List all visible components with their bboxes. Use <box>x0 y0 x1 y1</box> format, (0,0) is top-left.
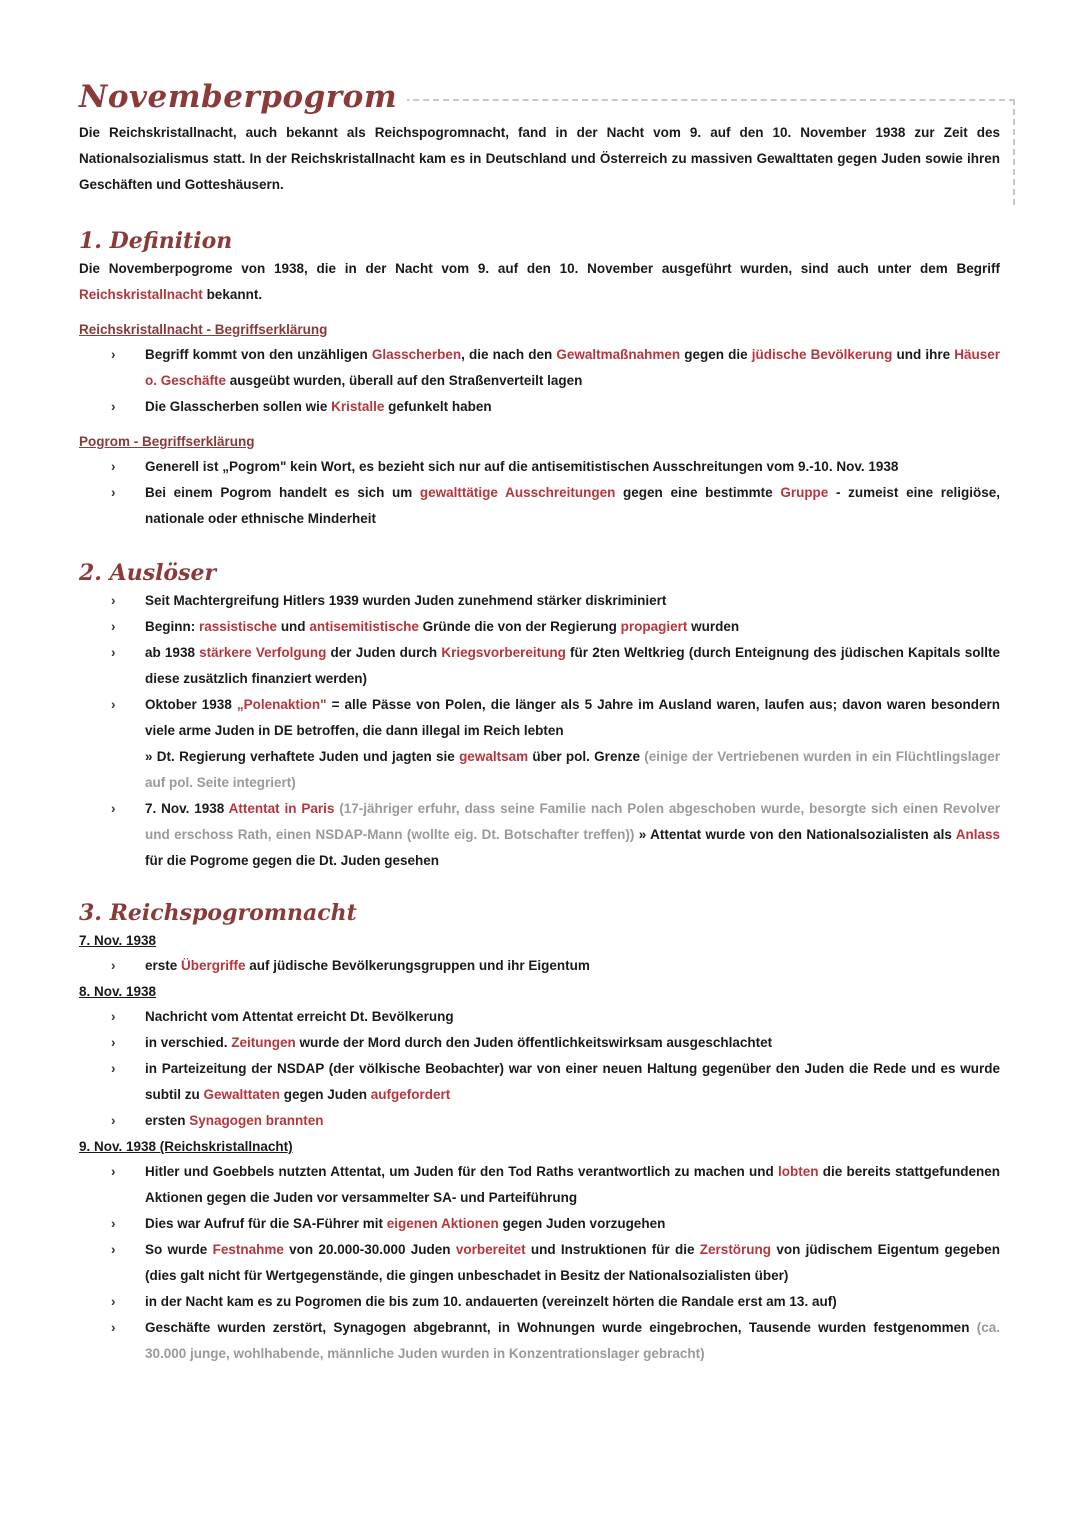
list-item <box>79 1315 1000 1367</box>
document-page <box>79 78 1000 1367</box>
text: ausgeübt wurden, überall auf den Straßenverteilt lagen <box>226 373 583 388</box>
highlight: Anlass <box>955 827 1000 842</box>
text: Geschäfte wurden zerstört, Synagogen abgebrannt, in Wohnungen wurde eingebrochen, Tausende wurden festgenommen <box>145 1320 977 1335</box>
text: für die Pogrome gegen die Dt. Juden gesehen <box>145 853 440 868</box>
list-item <box>79 640 1000 692</box>
text: wurden <box>687 619 740 634</box>
text: über pol. Grenze <box>528 749 645 764</box>
section-ausloeser-title: 2. Auslöser <box>79 560 217 586</box>
date-7-nov: 7. Nov. 1938 <box>79 933 157 948</box>
definition-text-a: Die Novemberpogrome von 1938, die in der Nacht vom 9. auf den 10. November ausgeführt wurden, sind auch unter dem Begriff <box>79 261 1000 276</box>
text: wurde der Mord durch den Juden öffentlichkeitswirksam ausgeschlachtet <box>295 1035 773 1050</box>
text: Hitler und Goebbels nutzten Attentat, um Juden für den Tod Raths verantwortlich zu machen und <box>145 1164 778 1179</box>
text: Gründe die von der Regierung <box>418 619 621 634</box>
text: ersten <box>145 1113 190 1128</box>
highlight: rassistische <box>199 619 278 634</box>
date-9-nov: 9. Nov. 1938 (Reichskristallnacht) <box>79 1139 293 1154</box>
text: auf jüdische Bevölkerungsgruppen und ihr Eigentum <box>245 958 590 973</box>
page-title: Novemberpogrom <box>79 78 407 116</box>
text: gegen die <box>680 347 752 362</box>
highlight: Zerstörung <box>699 1242 772 1257</box>
text: erste <box>145 958 182 973</box>
list-item <box>79 1159 1000 1211</box>
definition-highlight: Reichskristallnacht <box>79 287 203 302</box>
text: » Attentat wurde von den Nationalsozialisten als <box>634 827 956 842</box>
list-item <box>79 1237 1000 1289</box>
muted-note: (17-jähriger erfuhr, dass seine Familie nach Polen abgeschoben wurde, besorgte sich einen Revolver und erschoss Rath, einen NSDAP-Mann (wollte eig. Dt. Botschafter treffen)) <box>145 801 1000 842</box>
text: von 20.000-30.000 Juden <box>283 1242 456 1257</box>
text: , die nach den <box>461 347 557 362</box>
text: Beginn: <box>145 619 199 634</box>
highlight: eigenen Aktionen <box>386 1216 499 1231</box>
list-item <box>79 1108 1000 1134</box>
highlight: Zeitungen <box>231 1035 296 1050</box>
list-item <box>79 953 1000 979</box>
list-item <box>79 394 1000 420</box>
highlight: Gruppe <box>780 485 829 500</box>
list-7-nov <box>79 953 1000 979</box>
list-item <box>79 480 1000 532</box>
highlight: vorbereitet <box>455 1242 526 1257</box>
text: 7. Nov. 1938 <box>145 801 229 816</box>
text: gefunkelt haben <box>384 399 492 414</box>
list-item <box>79 1056 1000 1108</box>
list-item <box>79 692 1000 796</box>
highlight: aufgefordert <box>370 1087 451 1102</box>
list-item <box>79 796 1000 874</box>
list-item: › Generell ist „Pogrom" kein Wort, es bezieht sich nur auf die antisemitistischen Ausschreitungen vom 9.-10. Nov. 1938 <box>79 454 1000 480</box>
highlight: Glasscherben <box>371 347 462 362</box>
subheading-reichskristallnacht: Reichskristallnacht - Begriffserklärung <box>79 322 328 337</box>
list-item <box>79 1030 1000 1056</box>
text: = alle Pässe von Polen, die länger als 5 Jahre im Ausland waren, laufen aus; davon waren besondern viele arme Juden in DE betroffen, die dann illegal im Reich lebten <box>145 697 1000 738</box>
highlight: gewaltsam <box>459 749 529 764</box>
section-definition-title: 1. Definition <box>79 228 233 254</box>
text: Begriff kommt von den unzähligen <box>145 347 372 362</box>
definition-text-b: bekannt. <box>202 287 263 302</box>
text: So wurde <box>145 1242 213 1257</box>
highlight: Festnahme <box>212 1242 284 1257</box>
text: - zumeist eine religiöse, nationale oder ethnische Minderheit <box>145 485 1001 526</box>
highlight: lobten <box>777 1164 819 1179</box>
text: und ihre <box>892 347 955 362</box>
subheading-pogrom: Pogrom - Begriffserklärung <box>79 434 255 449</box>
text: der Juden durch <box>326 645 442 660</box>
list-ausloeser <box>79 588 1000 874</box>
list-9-nov <box>79 1159 1000 1367</box>
highlight: Attentat in Paris <box>228 801 335 816</box>
highlight: Kristalle <box>331 399 385 414</box>
text: die bereits stattgefundenen Aktionen gegen die Juden vor versammelter SA- und Parteiführung <box>145 1164 1001 1205</box>
text: gegen eine bestimmte <box>615 485 781 500</box>
list-item <box>79 1211 1000 1237</box>
muted-note: (ca. 30.000 junge, wohlhabende, männliche Juden wurden in Konzentrationslager gebracht) <box>145 1320 1000 1361</box>
highlight: antisemitistische <box>309 619 419 634</box>
muted-note: (einige der Vertriebenen wurden in ein Flüchtlingslager auf pol. Seite integriert) <box>145 749 1000 790</box>
highlight: Häuser o. Geschäfte <box>145 347 1001 388</box>
highlight: propagiert <box>620 619 688 634</box>
text: in Parteizeitung der NSDAP (der völkische Beobachter) war von einer neuen Haltung gegenüber den Juden die Rede und es wurde subtil zu <box>145 1061 1000 1102</box>
list-item: › in der Nacht kam es zu Pogromen die bis zum 10. andauerten (vereinzelt hörten die Randale erst am 13. auf) <box>79 1289 1000 1315</box>
text: Die Glasscherben sollen wie <box>145 399 332 414</box>
text: Dies war Aufruf für die SA-Führer mit <box>145 1216 387 1231</box>
text: Oktober 1938 <box>145 697 237 712</box>
text: und <box>277 619 310 634</box>
highlight: Synagogen brannten <box>189 1113 324 1128</box>
intro-paragraph: Die Reichskristallnacht, auch bekannt als Reichspogromnacht, fand in der Nacht vom 9. auf den 10. November 1938 zur Zeit des Nationalsozialismus statt. In der Reichskristallnacht kam es in Deutschland und Österreich zu massiven Gewalttaten gegen Juden sowie ihren Geschäften und Gotteshäusern. <box>79 125 1000 192</box>
list-reichskristallnacht <box>79 342 1000 420</box>
date-8-nov: 8. Nov. 1938 <box>79 984 157 999</box>
list-item: › Nachricht vom Attentat erreicht Dt. Bevölkerung <box>79 1004 1000 1030</box>
section-reichspogromnacht-title: 3. Reichspogromnacht <box>79 900 357 926</box>
highlight: Gewaltmaßnahmen <box>556 347 681 362</box>
highlight: stärkere Verfolgung <box>199 645 327 660</box>
text: für 2ten Weltkrieg (durch Enteignung des jüdischen Kapitals sollte diese zusätzlich finanziert werden) <box>145 645 1000 686</box>
highlight: Kriegsvorbereitung <box>441 645 566 660</box>
list-8-nov <box>79 1004 1000 1134</box>
highlight: Übergriffe <box>181 958 246 973</box>
list-pogrom <box>79 454 1000 532</box>
highlight: Gewalttaten <box>203 1087 281 1102</box>
text: in verschied. <box>145 1035 232 1050</box>
highlight: gewalttätige Ausschreitungen <box>419 485 616 500</box>
text: » Dt. Regierung verhaftete Juden und jagten sie <box>145 749 460 764</box>
text: gegen Juden <box>280 1087 371 1102</box>
text: gegen Juden vorzugehen <box>498 1216 666 1231</box>
text: Bei einem Pogrom handelt es sich um <box>145 485 420 500</box>
highlight: jüdische Bevölkerung <box>751 347 893 362</box>
text: und Instruktionen für die <box>525 1242 700 1257</box>
text: ab 1938 <box>145 645 200 660</box>
list-item <box>79 342 1000 394</box>
highlight: „Polenaktion" <box>236 697 327 712</box>
text: von jüdischem Eigentum gegeben (dies galt nicht für Wertgegenstände, die gingen unbeschadet in Besitz der Nationalsozialisten über) <box>145 1242 1000 1283</box>
list-item <box>79 614 1000 640</box>
list-item: › Seit Machtergreifung Hitlers 1939 wurden Juden zunehmend stärker diskriminiert <box>79 588 1000 614</box>
definition-text <box>79 256 1000 308</box>
